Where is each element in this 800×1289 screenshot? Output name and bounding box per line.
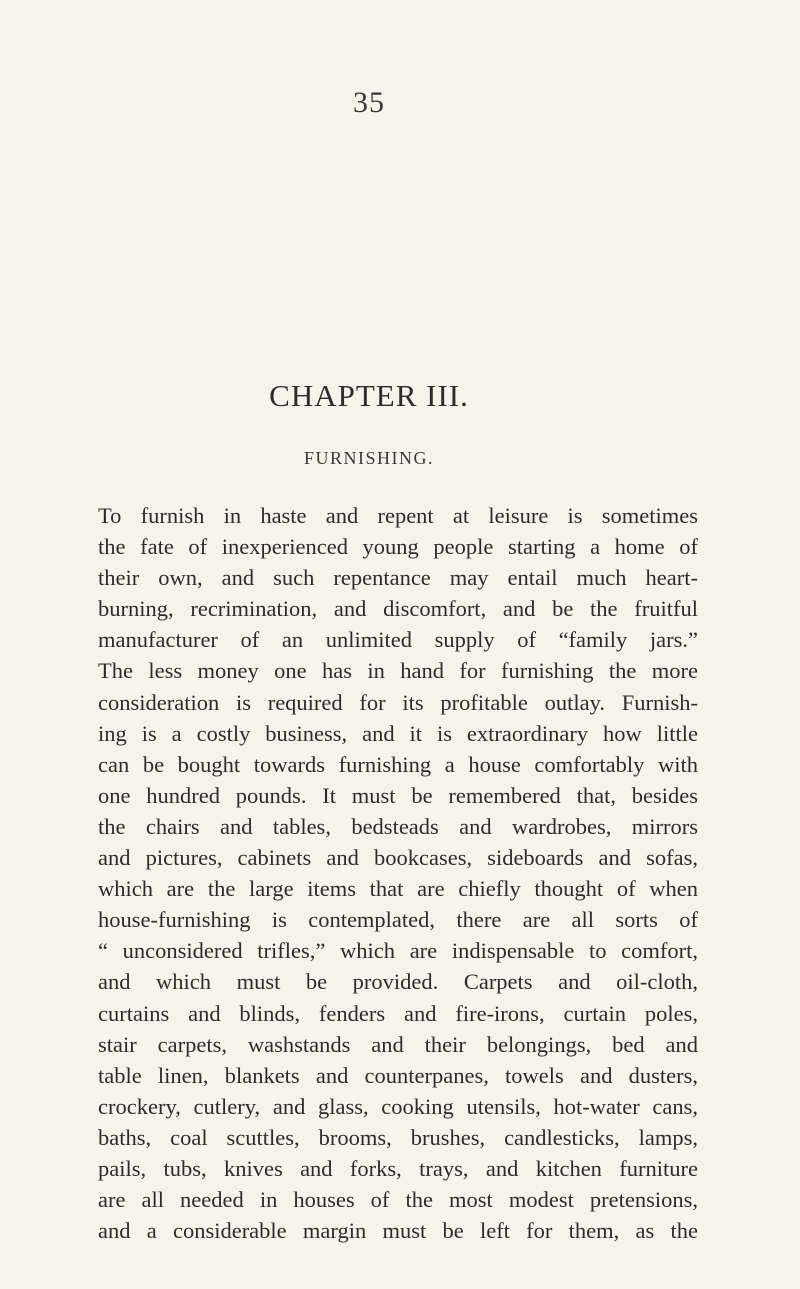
text-line: stair carpets, washstands and their belongings, bed and — [98, 1031, 698, 1057]
text-line: crockery, cutlery, and glass, cooking utensils, hot-water cans, — [98, 1093, 698, 1119]
text-line: To furnish in haste and repent at leisure is sometimes — [98, 503, 698, 528]
text-line: burning, recrimination, and discomfort, and be the fruitful — [98, 596, 698, 622]
body-text — [98, 500, 698, 1246]
text-line: curtains and blinds, fenders and fire-irons, curtain poles, — [98, 1000, 698, 1026]
text-line: can be bought towards furnishing a house comfortably with — [98, 751, 698, 777]
text-line: their own, and such repentance may entail much heart- — [98, 565, 698, 591]
text-line: which are the large items that are chiefly thought of when — [98, 876, 698, 902]
text-line: pails, tubs, knives and forks, trays, and kitchen furniture — [98, 1155, 698, 1181]
text-line: and pictures, cabinets and bookcases, sideboards and sofas, — [98, 845, 698, 871]
text-line: The less money one has in hand for furnishing the more — [98, 658, 698, 684]
text-line: are all needed in houses of the most modest pretensions, — [98, 1187, 698, 1213]
text-line: the chairs and tables, bedsteads and wardrobes, mirrors — [98, 813, 698, 839]
text-line: “ unconsidered trifles,” which are indispensable to comfort, — [98, 938, 698, 964]
text-line: one hundred pounds. It must be remembered that, besides — [98, 782, 698, 808]
text-line: manufacturer of an unlimited supply of “family jars.” — [98, 627, 698, 653]
text-line: table linen, blankets and counterpanes, towels and dusters, — [98, 1062, 698, 1088]
section-title: FURNISHING. — [303, 448, 434, 468]
page-number: 35 — [353, 86, 385, 119]
text-line: and which must be provided. Carpets and oil-cloth, — [98, 969, 698, 995]
chapter-heading: CHAPTER III. — [269, 378, 469, 413]
text-line: baths, coal scuttles, brooms, brushes, candlesticks, lamps, — [98, 1124, 698, 1150]
text-line: ing is a costly business, and it is extraordinary how little — [98, 720, 698, 746]
text-line: the fate of inexperienced young people starting a home of — [98, 534, 698, 560]
text-line: consideration is required for its profitable outlay. Furnish- — [98, 689, 698, 715]
text-line: and a considerable margin must be left for them, as the — [98, 1218, 698, 1244]
text-line: house-furnishing is contemplated, there are all sorts of — [98, 907, 698, 933]
